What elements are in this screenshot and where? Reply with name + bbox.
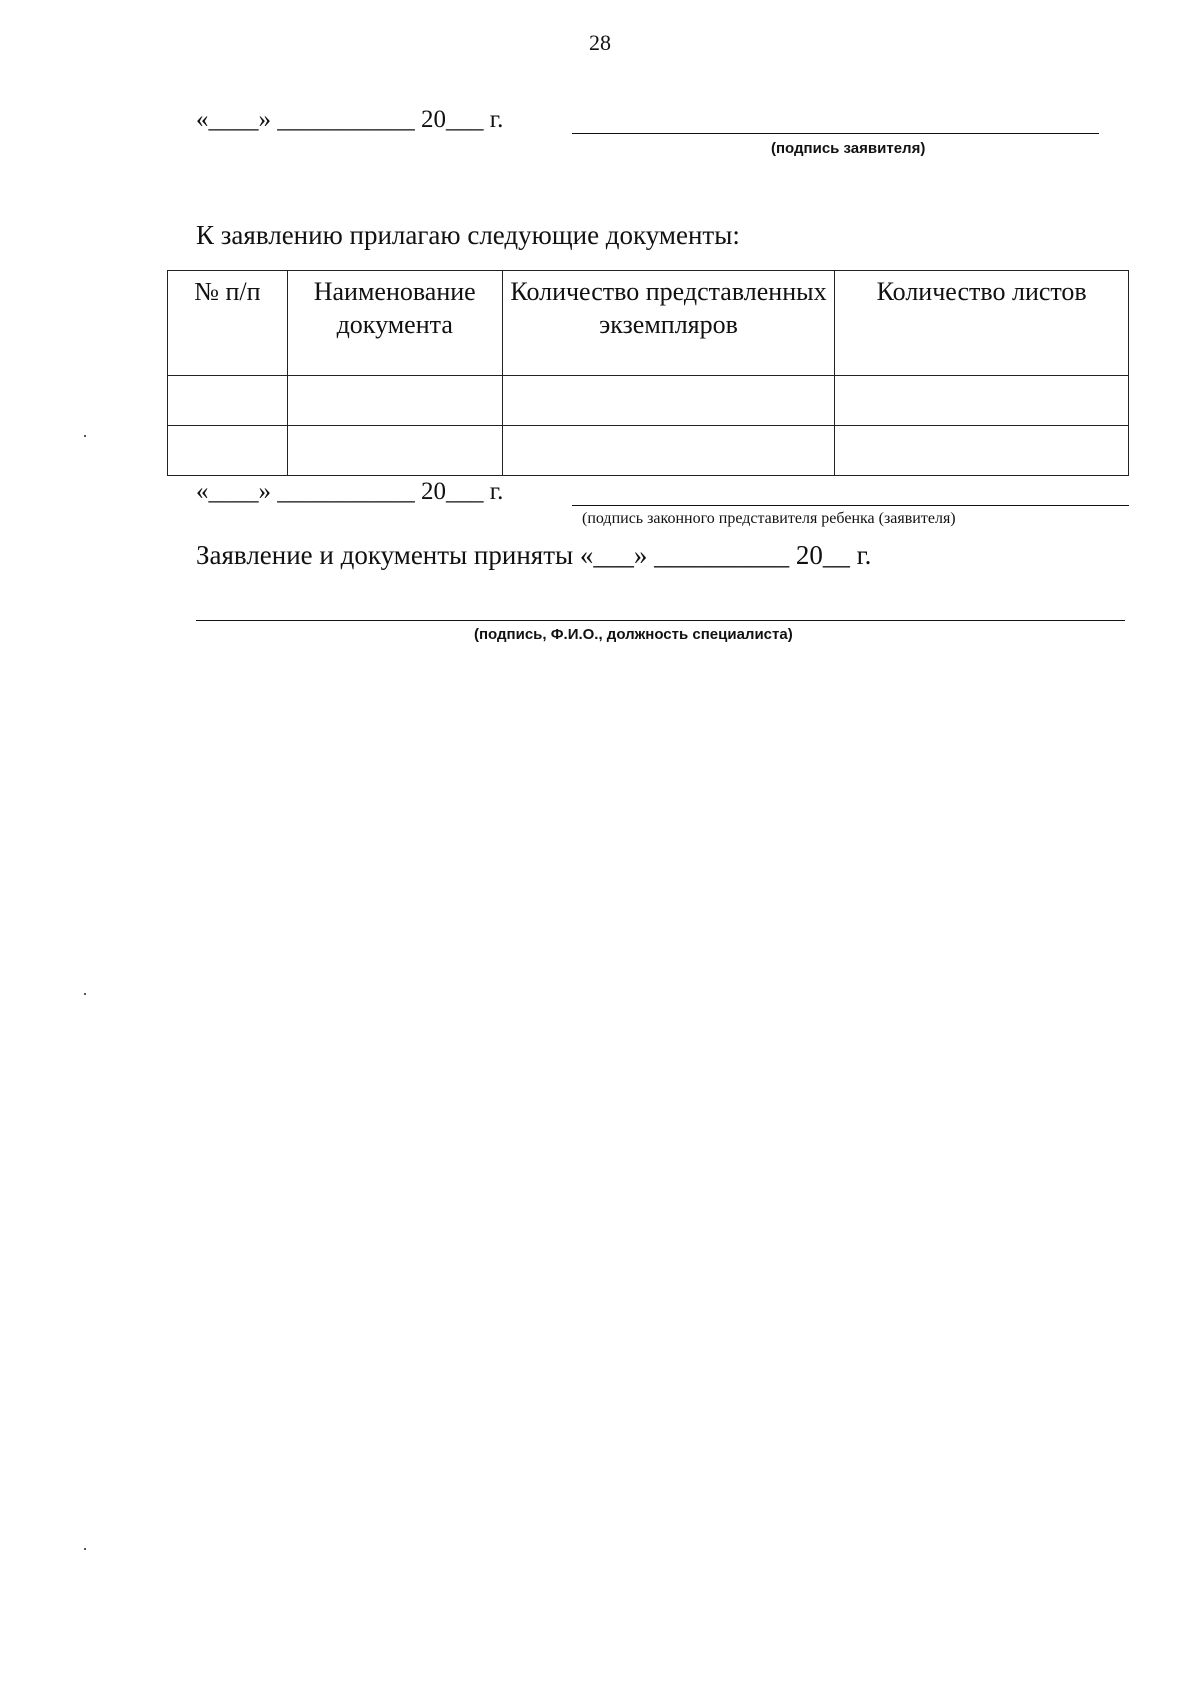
signature-line-representative	[572, 505, 1129, 506]
caption-specialist-signature: (подпись, Ф.И.О., должность специалиста)	[474, 626, 793, 643]
table-cell[interactable]	[287, 376, 502, 426]
column-header-number: № п/п	[168, 271, 288, 376]
documents-accepted-line: Заявление и документы приняты «___» __________ 20__ г.	[196, 540, 872, 570]
table-header-row	[168, 271, 1129, 376]
table-cell[interactable]	[168, 376, 288, 426]
table-cell[interactable]	[835, 376, 1129, 426]
table-cell[interactable]	[502, 376, 835, 426]
table-cell[interactable]	[835, 426, 1129, 476]
caption-applicant-signature: (подпись заявителя)	[771, 140, 926, 157]
date-line-applicant: «____» ___________ 20___ г.	[196, 106, 504, 133]
column-header-document-name: Наименование документа	[287, 271, 502, 376]
table-cell[interactable]	[502, 426, 835, 476]
date-line-representative: «____» ___________ 20___ г.	[196, 478, 504, 505]
column-header-copies-count: Количество представленных экземпляров	[502, 271, 835, 376]
table-cell[interactable]	[168, 426, 288, 476]
scan-speck	[84, 435, 86, 437]
signature-line-specialist	[196, 620, 1125, 621]
table-cell[interactable]	[287, 426, 502, 476]
signature-line-applicant	[572, 133, 1099, 134]
attachments-heading: К заявлению прилагаю следующие документы:	[196, 220, 740, 250]
scan-speck	[84, 1548, 86, 1550]
column-header-sheets-count: Количество листов	[835, 271, 1129, 376]
caption-representative-signature: (подпись законного представителя ребенка (заявителя)	[582, 510, 956, 527]
page-number: 28	[589, 30, 611, 55]
table-row	[168, 426, 1129, 476]
scan-speck	[84, 993, 86, 995]
documents-table	[167, 270, 1129, 476]
table-row	[168, 376, 1129, 426]
